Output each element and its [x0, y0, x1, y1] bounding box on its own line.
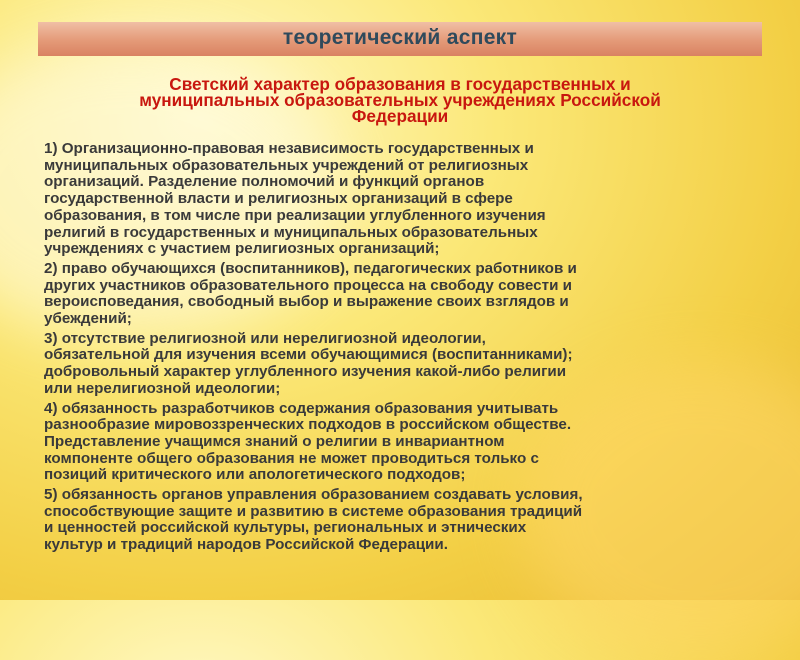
text-line: учреждениях с участием религиозных организаций;	[44, 240, 440, 258]
content-list	[44, 141, 756, 557]
text-line: 5) обязанность органов управления образованием создавать условия,	[44, 486, 583, 504]
text-line: религий в государственных и муниципальных образовательных	[44, 223, 538, 241]
text-line: культур и традиций народов Российской Федерации.	[44, 536, 448, 554]
subtitle-line: Светский характер образования в государственных и	[169, 74, 631, 94]
list-item	[44, 401, 756, 485]
text-line: других участников образовательного процесса на свободу совести и	[44, 276, 572, 294]
text-line: вероисповедания, свободный выбор и выражение своих взглядов и	[44, 293, 569, 311]
text-line: способствующие защите и развитию в системе образования традиций	[44, 502, 583, 520]
list-item	[44, 261, 756, 328]
text-line: образования, в том числе при реализации углубленного изучения	[44, 206, 546, 224]
text-line: организаций. Разделение полномочий и функций органов	[44, 173, 485, 191]
text-line: или нерелигиозной идеологии;	[44, 379, 281, 397]
text-line: государственной власти и религиозных организаций в сфере	[44, 190, 513, 208]
text-line: и ценностей российской культуры, региональных и этнических	[44, 519, 527, 537]
text-line: 2) право обучающихся (воспитанников), педагогических работников и	[44, 259, 577, 277]
header-bar	[38, 22, 762, 56]
list-item	[44, 487, 756, 554]
text-line: 1) Организационно-правовая независимость государственных и	[44, 140, 534, 157]
list-item	[44, 331, 756, 398]
text-line: 3) отсутствие религиозной или нерелигиозной идеологии,	[44, 329, 486, 347]
text-line: убеждений;	[44, 310, 132, 328]
text-line: компоненте общего образования не может проводиться только с	[44, 449, 539, 467]
slide-subtitle	[40, 76, 760, 124]
slide-title: теоретический аспект	[282, 26, 518, 49]
text-line: 4) обязанность разработчиков содержания образования учитывать	[44, 399, 559, 417]
text-line: добровольный характер углубленного изучения какой-либо религии	[44, 363, 567, 381]
list-item	[44, 141, 756, 258]
subtitle-line: муниципальных образовательных учреждениях Российской	[139, 90, 661, 110]
text-line: разнообразие мировоззренческих подходов в российском обществе.	[44, 416, 572, 434]
text-line: муниципальных образовательных учреждений от религиозных	[44, 156, 529, 174]
text-line: Представление учащимся знаний о религии в инвариантном	[44, 432, 505, 450]
text-line: позиций критического или апологетического подходов;	[44, 466, 466, 484]
subtitle-line: Федерации	[351, 106, 449, 126]
text-line: обязательной для изучения всеми обучающимися (воспитанниками);	[44, 346, 573, 364]
